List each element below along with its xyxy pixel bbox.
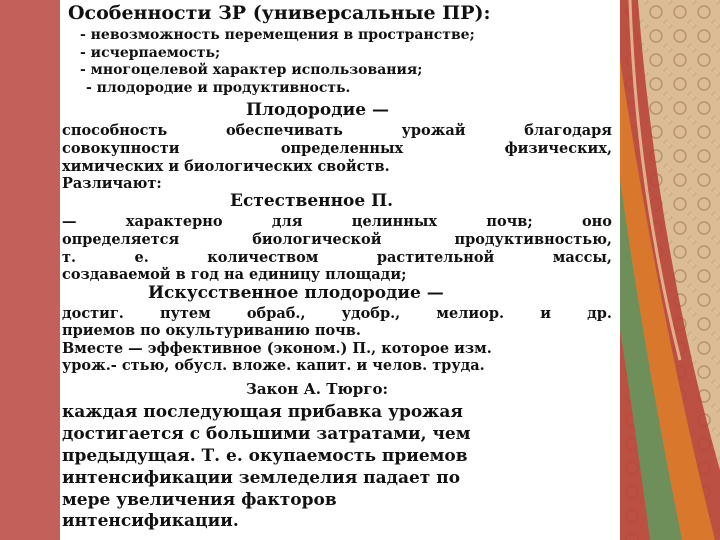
artificial-fertility-heading: Искусственное плодородие —: [148, 283, 444, 303]
document-page: [60, 0, 620, 540]
word: достиг.: [62, 305, 124, 322]
word: обеспечивать: [225, 122, 343, 139]
artificial-fertility-line: урож.- стью, обусл. вложе. капит. и челов. труда.: [62, 357, 485, 374]
word: физических,: [504, 140, 612, 157]
features-title: Особенности ЗР (универсальные ПР):: [68, 2, 491, 24]
distinguish-label: Различают:: [62, 175, 162, 192]
word: мелиор.: [436, 305, 505, 322]
bullet-item: - невозможность перемещения в пространстве;: [80, 27, 475, 43]
turgot-law-line: интенсификации земледелия падает по: [62, 468, 461, 488]
word: путем: [160, 305, 211, 322]
word: и: [540, 305, 551, 322]
natural-fertility-line: [62, 233, 612, 248]
decorative-ornament-panel: [620, 0, 720, 540]
word: способность: [62, 122, 168, 139]
turgot-law-line: каждая последующая прибавка урожая: [62, 402, 463, 422]
word: оно: [582, 213, 612, 230]
natural-fertility-line: создаваемой в год на единицу площади;: [62, 266, 407, 283]
fertility-heading: Плодородие —: [246, 100, 389, 120]
artificial-fertility-line: Вместе — эффективное (эконом.) П., которое изм.: [62, 340, 492, 357]
natural-fertility-line: [62, 215, 612, 230]
word: урожай: [401, 122, 466, 139]
left-accent-bar: [0, 0, 60, 540]
bullet-item: - многоцелевой характер использования;: [80, 62, 423, 78]
turgot-law-line: предыдущая. Т. е. окупаемость приемов: [62, 446, 468, 466]
fertility-definition-line: химических и биологических свойств.: [62, 158, 390, 175]
word: е.: [134, 249, 149, 266]
word: —: [62, 213, 77, 230]
turgot-law-line: мере увеличения факторов: [62, 490, 337, 510]
turgot-law-line: интенсификации.: [62, 511, 239, 531]
word: продуктивностью,: [454, 231, 612, 248]
drape-ornament-graphic: [620, 0, 720, 540]
word: обраб.,: [246, 305, 306, 322]
word: совокупности: [62, 140, 180, 157]
word: количеством: [207, 249, 319, 266]
turgot-law-heading: Закон А. Тюрго:: [246, 380, 389, 398]
word: массы,: [552, 249, 612, 266]
turgot-law-line: достигается с большими затратами, чем: [62, 424, 471, 444]
word: удобр.,: [341, 305, 401, 322]
natural-fertility-heading: Естественное П.: [230, 191, 394, 211]
artificial-fertility-line: [62, 307, 612, 322]
bullet-item: - исчерпаемость;: [80, 45, 221, 61]
word: целинных: [351, 213, 438, 230]
word: растительной: [376, 249, 495, 266]
word: т.: [62, 249, 77, 266]
fertility-definition-line: [62, 142, 612, 157]
bullet-item: - плодородие и продуктивность.: [86, 80, 351, 96]
word: для: [271, 213, 303, 230]
word: определяется: [62, 231, 180, 248]
word: биологической: [252, 231, 382, 248]
word: определенных: [280, 140, 404, 157]
word: др.: [587, 305, 612, 322]
word: характерно: [125, 213, 223, 230]
artificial-fertility-line: приемов по окультуриванию почв.: [62, 322, 361, 339]
word: почв;: [486, 213, 533, 230]
natural-fertility-line: [62, 251, 612, 266]
word: благодаря: [524, 122, 612, 139]
fertility-definition-line: [62, 124, 612, 139]
